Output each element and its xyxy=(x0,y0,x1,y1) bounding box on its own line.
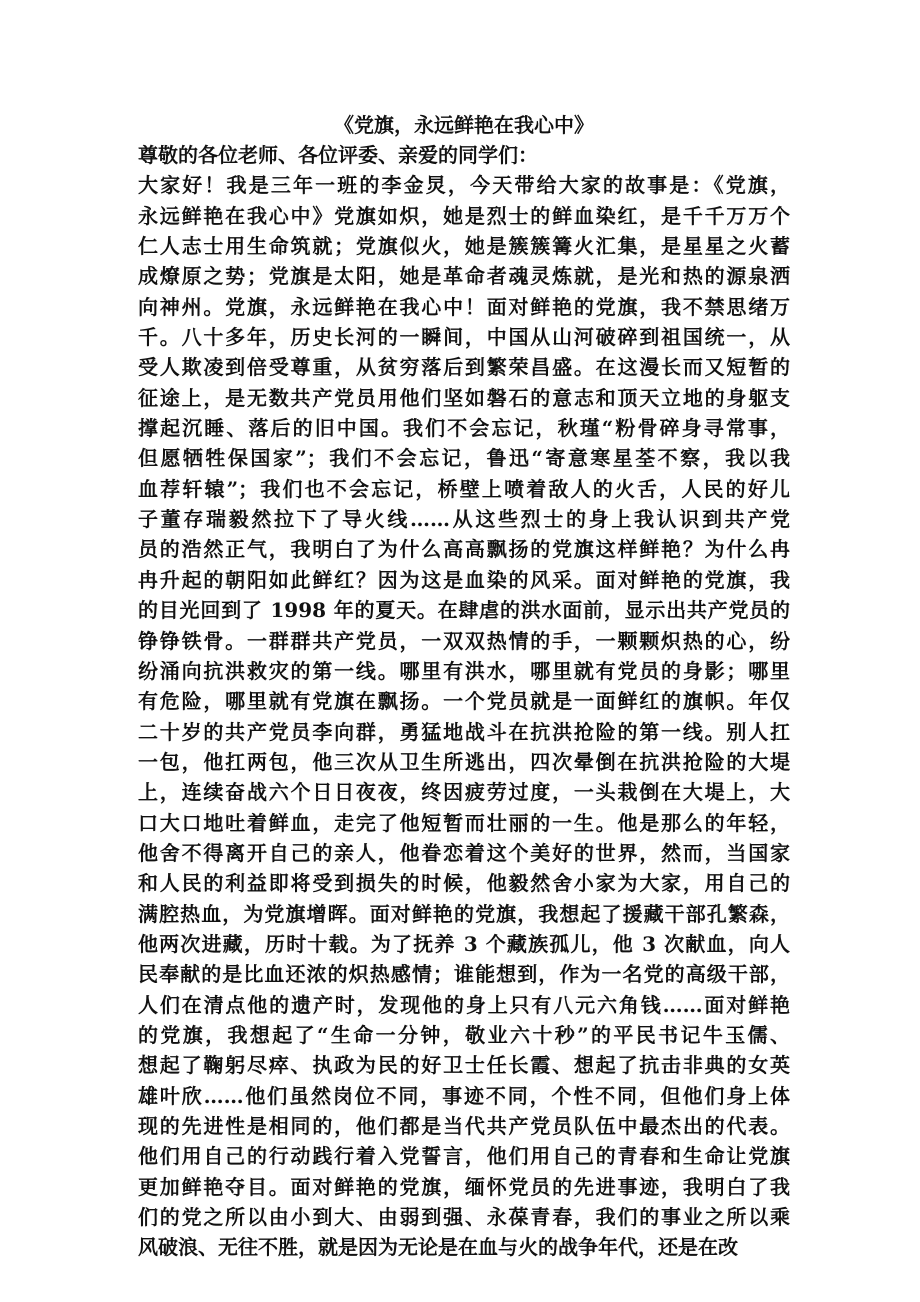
body-text-line: 风破浪、无往不胜，就是因为无论是在血与火的战争年代，还是在改 xyxy=(138,1235,738,1260)
body-text-line: 口大口地吐着鲜血，走完了他短暂而壮丽的一生。他是那么的年轻， xyxy=(138,810,790,835)
body-text-line: 民奉献的是比血还浓的炽热感情；谁能想到，作为一名党的高级干部， xyxy=(138,962,790,987)
body-text-line: 的目光回到了 1998 年的夏天。在肆虐的洪水面前，显示出共产党员的 xyxy=(138,598,790,623)
body-text-line: 满腔热血，为党旗增晖。面对鲜艳的党旗，我想起了援藏干部孔繁森， xyxy=(138,901,790,926)
body-text-line: 血荐轩辕”；我们也不会忘记，桥壁上喷着敌人的火舌，人民的好儿 xyxy=(138,476,790,501)
body-text-line: 仁人志士用生命筑就；党旗似火，她是簇簇篝火汇集，是星星之火蓄 xyxy=(138,234,790,259)
body-text-line: 雄叶欣……他们虽然岗位不同，事迹不同，个性不同，但他们身上体 xyxy=(138,1083,790,1108)
body-text-line: 向神州。党旗，永远鲜艳在我心中！面对鲜艳的党旗，我不禁思绪万 xyxy=(138,294,790,319)
body-text-line: 更加鲜艳夺目。面对鲜艳的党旗，缅怀党员的先进事迹，我明白了我 xyxy=(138,1174,790,1199)
body-text-line: 冉升起的朝阳如此鲜红？因为这是血染的风采。面对鲜艳的党旗，我 xyxy=(138,567,790,592)
body-text-line: 他舍不得离开自己的亲人，他眷恋着这个美好的世界，然而，当国家 xyxy=(138,840,790,865)
body-text-line: 有危险，哪里就有党旗在飘扬。一个党员就是一面鲜红的旗帜。年仅 xyxy=(138,689,790,714)
body-text-line: 们的党之所以由小到大、由弱到强、永葆青春，我们的事业之所以乘 xyxy=(138,1205,790,1230)
body-text-line: 大家好！我是三年一班的李金炅，今天带给大家的故事是：《党旗， xyxy=(138,173,790,198)
document-body xyxy=(138,140,790,1263)
body-text-line: 想起了鞠躬尽瘁、执政为民的好卫士任长霞、想起了抗击非典的女英 xyxy=(138,1053,790,1078)
document-title: 《党旗，永远鲜艳在我心中》 xyxy=(334,113,594,137)
greeting-line: 尊敬的各位老师、各位评委、亲爱的同学们： xyxy=(138,143,538,167)
body-text-line: 的党旗，我想起了“生命一分钟，敬业六十秒”的平民书记牛玉儒、 xyxy=(138,1022,790,1047)
body-text-line: 铮铮铁骨。一群群共产党员，一双双热情的手，一颗颗炽热的心，纷 xyxy=(138,628,790,653)
body-text-line: 他两次进藏，历时十载。为了抚养 3 个藏族孤儿，他 3 次献血，向人 xyxy=(138,931,790,956)
body-text-line: 撑起沉睡、落后的旧中国。我们不会忘记，秋瑾“粉骨碎身寻常事， xyxy=(138,416,790,441)
body-text-line: 子董存瑞毅然拉下了导火线……从这些烈士的身上我认识到共产党 xyxy=(138,507,790,532)
body-text-line: 千。八十多年，历史长河的一瞬间，中国从山河破碎到祖国统一，从 xyxy=(138,325,790,350)
body-text-line: 人们在清点他的遗产时，发现他的身上只有八元六角钱……面对鲜艳 xyxy=(138,992,790,1017)
body-text-line: 受人欺凌到倍受尊重，从贫穷落后到繁荣昌盛。在这漫长而又短暂的 xyxy=(138,355,790,380)
body-text-line: 一包，他扛两包，他三次从卫生所逃出，四次晕倒在抗洪抢险的大堤 xyxy=(138,749,790,774)
document-page xyxy=(138,110,790,1263)
body-text-line: 上，连续奋战六个日日夜夜，终因疲劳过度，一头栽倒在大堤上，大 xyxy=(138,780,790,805)
body-text-line: 但愿牺牲保国家”；我们不会忘记，鲁迅“寄意寒星荃不察，我以我 xyxy=(138,446,790,471)
body-text-line: 二十岁的共产党员李向群，勇猛地战斗在抗洪抢险的第一线。别人扛 xyxy=(138,719,790,744)
body-text-line: 现的先进性是相同的，他们都是当代共产党员队伍中最杰出的代表。 xyxy=(138,1114,790,1138)
body-text-line: 他们用自己的行动践行着入党誓言，他们用自己的青春和生命让党旗 xyxy=(138,1144,790,1169)
body-text-line: 员的浩然正气，我明白了为什么高高飘扬的党旗这样鲜艳？为什么冉 xyxy=(138,537,790,562)
body-text-line: 永远鲜艳在我心中》党旗如炽，她是烈士的鲜血染红，是千千万万个 xyxy=(138,203,790,228)
body-text-line: 成燎原之势；党旗是太阳，她是革命者魂灵炼就，是光和热的源泉洒 xyxy=(138,264,790,289)
body-text-line: 纷涌向抗洪救灾的第一线。哪里有洪水，哪里就有党员的身影；哪里 xyxy=(138,658,790,683)
body-text-line: 征途上，是无数共产党员用他们坚如磐石的意志和顶天立地的身躯支 xyxy=(138,385,790,410)
body-text-line: 和人民的利益即将受到损失的时候，他毅然舍小家为大家，用自己的 xyxy=(138,871,790,896)
